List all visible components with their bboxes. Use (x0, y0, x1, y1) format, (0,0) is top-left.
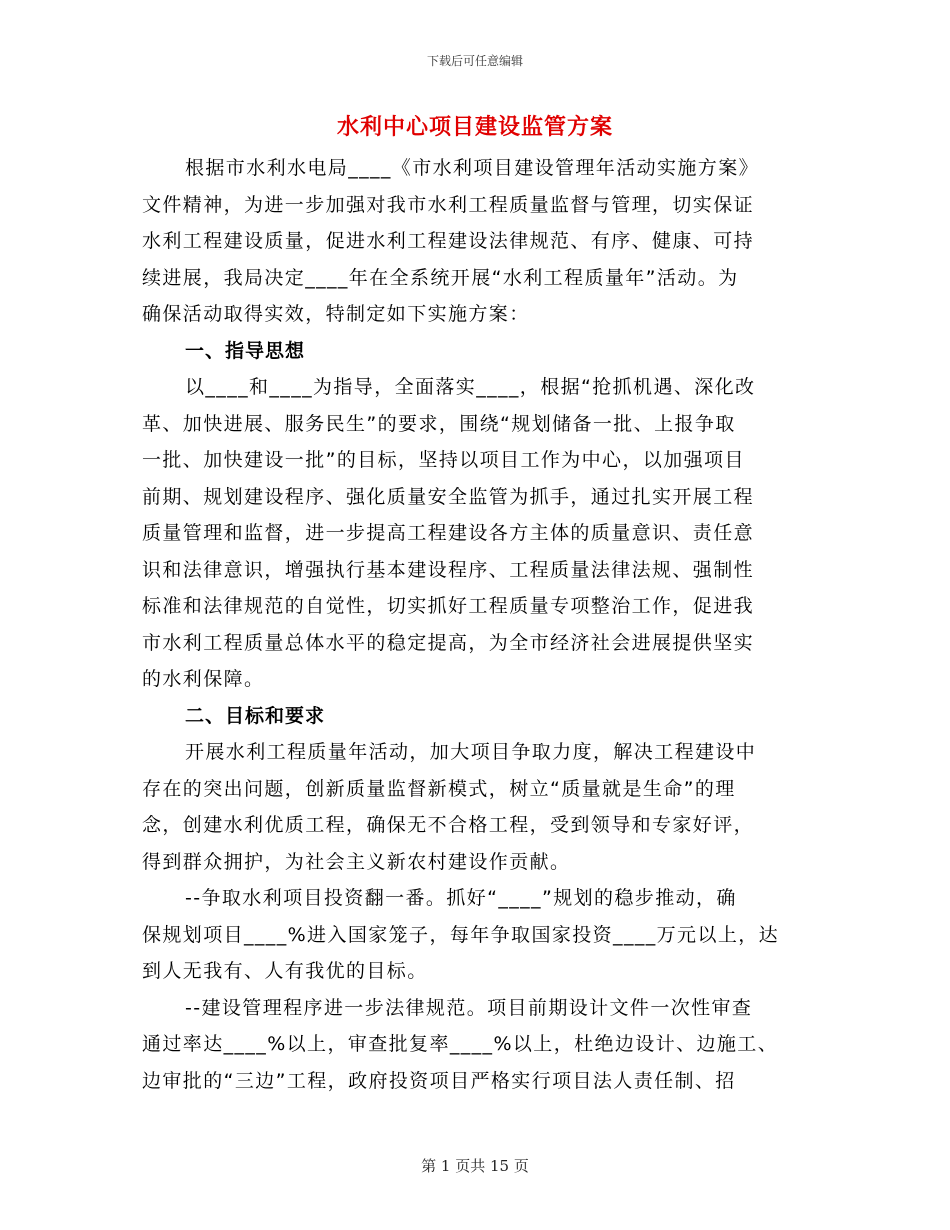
document-body (142, 150, 802, 1099)
body-text-line: 边审批的“三边”工程，政府投资项目严格实行项目法人责任制、招 (142, 1069, 736, 1092)
body-text-line: 的水利保障。 (142, 668, 265, 690)
section-heading: 一、指导思想 (185, 339, 306, 362)
page-footer: 第 1 页共 15 页 (421, 1157, 529, 1175)
body-text-line: 文件精神，为进一步加强对我市水利工程质量监督与管理，切实保证 (142, 193, 755, 216)
body-text-line: --争取水利项目投资翻一番。抓好“____”规划的稳步推动，确 (185, 887, 737, 909)
body-text-line: 续进展，我局决定____年在全系统开展“水利工程质量年”活动。为 (142, 266, 739, 289)
body-text-line: 以____和____为指导，全面落实____，根据“抢抓机遇、深化改 (185, 376, 756, 398)
body-text-line: 存在的突出问题，创新质量监督新模式，树立“质量就是生命”的理 (142, 777, 736, 800)
section-heading: 二、目标和要求 (185, 704, 326, 727)
page-header: 下载后可任意编辑 (426, 54, 523, 68)
body-text-line: 通过率达____%以上，审查批复率____%以上，杜绝边设计、边施工、 (142, 1033, 779, 1055)
body-text-line: 革、加快进展、服务民生”的要求，围绕“规划储备一批、上报争取 (142, 412, 736, 435)
body-text-line: 得到群众拥护，为社会主义新农村建设作贡献。 (142, 850, 571, 873)
body-text-line: 一批、加快建设一批”的目标，坚持以项目工作为中心，以加强项目 (142, 449, 745, 471)
body-text-line: 前期、规划建设程序、强化质量安全监管为抓手，通过扎实开展工程 (142, 485, 755, 508)
body-text-line: 根据市水利水电局____《市水利项目建设管理年活动实施方案》 (185, 157, 760, 179)
body-text-line: 念，创建水利优质工程，确保无不合格工程，受到领导和专家好评， (142, 814, 755, 836)
document-title: 水利中心项目建设监管方案 (336, 115, 613, 140)
body-text-line: 开展水利工程质量年活动，加大项目争取力度，解决工程建设中 (185, 741, 757, 763)
body-text-line: 标准和法律规范的自觉性，切实抓好工程质量专项整治工作，促进我 (142, 595, 755, 617)
body-text-line: 确保活动取得实效，特制定如下实施方案： (142, 303, 530, 325)
body-text-line: 市水利工程质量总体水平的稳定提高，为全市经济社会进展提供坚实 (142, 631, 755, 654)
body-text-line: 水利工程建设质量，促进水利工程建设法律规范、有序、健康、可持 (142, 230, 755, 252)
body-text-line: 识和法律意识，增强执行基本建设程序、工程质量法律法规、强制性 (142, 558, 755, 581)
body-text-line: 保规划项目____%进入国家笼子，每年争取国家投资____万元以上，达 (142, 923, 780, 946)
body-text-line: 到人无我有、人有我优的目标。 (142, 960, 428, 982)
body-text-line: 质量管理和监督，进一步提高工程建设各方主体的质量意识、责任意 (142, 522, 755, 544)
body-text-line: --建设管理程序进一步法律规范。项目前期设计文件一次性审查 (185, 996, 753, 1019)
